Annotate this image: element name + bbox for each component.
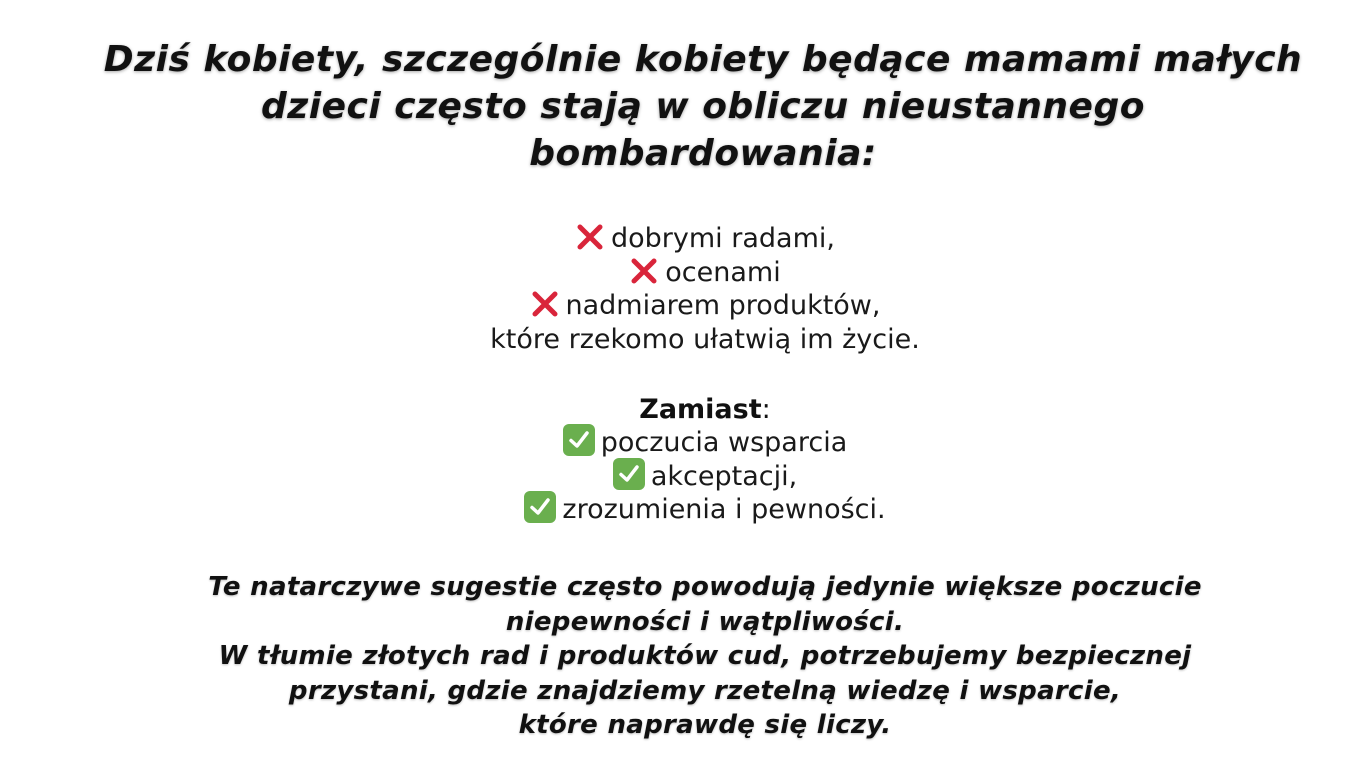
list-continuation	[0, 323, 1366, 357]
positive-item-text: akceptacji,	[650, 460, 798, 492]
list-item	[0, 491, 1366, 525]
continuation-text: które rzekomo ułatwią im życie.	[490, 323, 920, 355]
positives-list	[0, 424, 1366, 525]
instead-colon: :	[761, 394, 771, 425]
closing-paragraph	[100, 570, 1310, 743]
instead-label: Zamiast	[639, 394, 762, 425]
closing-line: które naprawdę się liczy.	[518, 710, 892, 740]
check-mark-icon	[524, 491, 556, 523]
negative-item-text: ocenami	[665, 256, 781, 288]
list-item	[0, 424, 1366, 458]
closing-line: Te natarczywe sugestie często powodują jedynie większe poczucie	[208, 572, 1202, 602]
cross-mark-icon	[530, 289, 560, 328]
heading-line: bombardowania:	[529, 133, 877, 174]
closing-line: niepewności i wątpliwości.	[505, 606, 905, 637]
list-item	[0, 458, 1366, 492]
list-item	[0, 289, 1366, 323]
closing-line: W tłumie złotych rad i produktów cud, potrzebujemy bezpiecznej	[218, 641, 1192, 671]
heading-line: dzieci często stają w obliczu nieustannego	[261, 86, 1145, 127]
negative-item-text: nadmiarem produktów,	[565, 290, 881, 321]
check-mark-icon	[563, 424, 595, 456]
check-mark-icon	[613, 458, 645, 490]
slide-heading	[60, 36, 1346, 177]
instead-heading	[0, 392, 1366, 428]
list-item	[0, 222, 1366, 256]
negative-item-text: dobrymi radami,	[611, 223, 835, 254]
positive-item-text: zrozumienia i pewności.	[562, 494, 886, 525]
negatives-list	[0, 222, 1366, 356]
closing-line: przystani, gdzie znajdziemy rzetelną wiedzę i wsparcie,	[288, 675, 1122, 706]
list-item	[0, 256, 1366, 290]
heading-line: Dziś kobiety, szczególnie kobiety będące mamami małych	[103, 39, 1303, 80]
positive-item-text: poczucia wsparcia	[600, 427, 848, 458]
cross-mark-icon	[575, 222, 605, 261]
